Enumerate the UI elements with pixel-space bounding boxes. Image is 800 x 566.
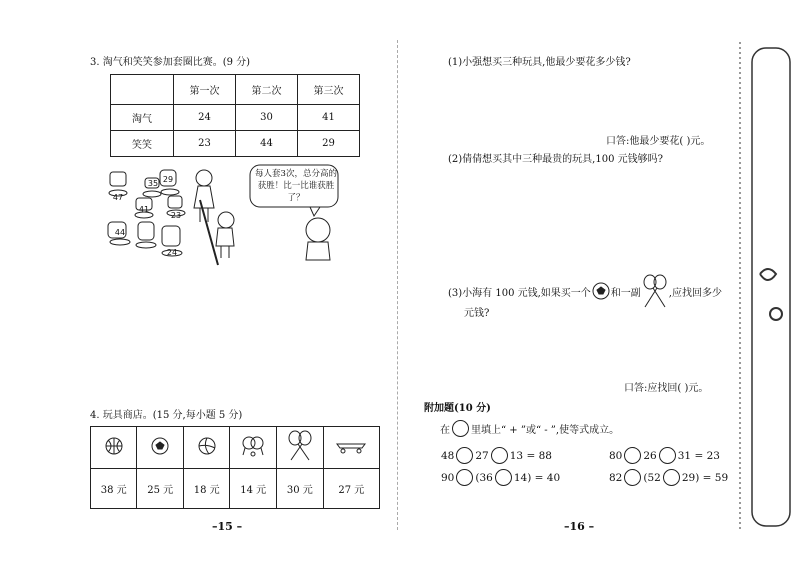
eq-part: 31 = 23 — [677, 449, 720, 462]
price-cell: 38 元 — [91, 469, 137, 509]
table-header-2: 第二次 — [236, 75, 298, 105]
speech-bubble-text: 每人套3次，总分高的获胜！比一比谁获胜了？ — [255, 169, 337, 203]
ring-number: 35 — [147, 179, 159, 188]
cell: 23 — [174, 131, 236, 157]
q2-text: (2)倩倩想买其中三种最贵的玩具,100 元钱够吗? — [448, 154, 663, 165]
page-number-right: –16 – — [564, 520, 595, 533]
ping-pong-cell — [230, 427, 277, 469]
basketball-icon — [104, 436, 124, 456]
basketball-cell — [91, 427, 137, 469]
row-name: 笑笑 — [111, 131, 174, 157]
table-header-empty — [111, 75, 174, 105]
score-table — [110, 74, 360, 157]
table-row — [111, 131, 360, 157]
blank-circle[interactable] — [663, 469, 680, 486]
blank-circle[interactable] — [491, 447, 508, 464]
table-header-3: 第三次 — [298, 75, 360, 105]
ring-number: 23 — [170, 211, 182, 220]
eq-part: 13 = 88 — [509, 449, 552, 462]
eq-part: 80 — [609, 449, 623, 462]
ring-number: 44 — [114, 228, 126, 237]
blank-circle[interactable] — [456, 469, 473, 486]
eq-part: 14) = 40 — [513, 471, 561, 484]
side-tab-decoration — [736, 42, 796, 532]
q3-answer: 口答:应找回( )元。 — [624, 383, 709, 394]
eq-part: 27 — [475, 449, 489, 462]
eq-part: 26 — [643, 449, 657, 462]
price-cell: 27 元 — [323, 469, 379, 509]
q3-text-line2: 元钱? — [464, 308, 490, 319]
eq-part: (36 — [475, 471, 493, 484]
ring-number: 41 — [138, 205, 150, 214]
ping-pong-paddles-icon — [240, 434, 266, 458]
badminton-cell — [277, 427, 324, 469]
q3-text-part: ,应找回多少 — [668, 287, 722, 299]
eq-part: 82 — [609, 471, 623, 484]
price-cell: 30 元 — [277, 469, 324, 509]
blank-circle[interactable] — [624, 447, 641, 464]
table-header-1: 第一次 — [174, 75, 236, 105]
soccer-ball-cell — [137, 427, 183, 469]
price-cell: 25 元 — [137, 469, 183, 509]
q3-text-part: (3)小海有 100 元钱,如果买一个 — [448, 287, 591, 299]
eq-part: 29) = 59 — [681, 471, 729, 484]
equation-3 — [441, 469, 560, 486]
cell: 44 — [236, 131, 298, 157]
q4-title: 4. 玩具商店。(15 分,每小题 5 分) — [90, 410, 243, 421]
cell: 24 — [174, 105, 236, 131]
volleyball-icon — [197, 436, 217, 456]
page-number-left: –15 – — [212, 520, 243, 533]
eq-part: 48 — [441, 449, 455, 462]
soccer-ball-icon — [591, 281, 611, 301]
badminton-rackets-icon — [287, 430, 313, 462]
equation-2 — [609, 447, 720, 464]
eq-part: 90 — [441, 471, 455, 484]
blank-circle[interactable] — [624, 469, 641, 486]
bonus-title: 附加题(10 分) — [424, 403, 491, 414]
instruction-part: 里填上“ + ”或“ - ”,使等式成立。 — [471, 425, 620, 436]
skateboard-cell — [323, 427, 379, 469]
cell: 29 — [298, 131, 360, 157]
row-name: 淘气 — [111, 105, 174, 131]
instruction-part: 在 — [440, 425, 450, 436]
q1-text: (1)小强想买三种玩具,他最少要花多少钱? — [448, 57, 631, 68]
soccer-ball-icon — [150, 436, 170, 456]
price-cell: 14 元 — [230, 469, 277, 509]
table-row — [111, 105, 360, 131]
bonus-instruction — [440, 420, 619, 437]
eq-part: (52 — [643, 471, 661, 484]
cell: 41 — [298, 105, 360, 131]
equation-4 — [609, 469, 728, 486]
q3-text-part: 和一副 — [610, 287, 641, 299]
equation-1 — [441, 447, 552, 464]
badminton-rackets-icon — [641, 273, 669, 309]
price-cell: 18 元 — [183, 469, 229, 509]
q1-answer: 口答:他最少要花( )元。 — [606, 136, 711, 147]
ring-number: 29 — [162, 175, 174, 184]
blank-circle[interactable] — [452, 420, 469, 437]
page-divider — [397, 40, 399, 530]
ring-number: 24 — [166, 248, 178, 257]
volleyball-cell — [183, 427, 229, 469]
q3-title: 3. 淘气和笑笑参加套圈比赛。(9 分) — [90, 57, 251, 68]
cell: 30 — [236, 105, 298, 131]
blank-circle[interactable] — [456, 447, 473, 464]
blank-circle[interactable] — [495, 469, 512, 486]
ring-number: 47 — [112, 193, 124, 202]
blank-circle[interactable] — [659, 447, 676, 464]
skateboard-icon — [335, 438, 367, 454]
toy-price-table — [90, 426, 380, 509]
